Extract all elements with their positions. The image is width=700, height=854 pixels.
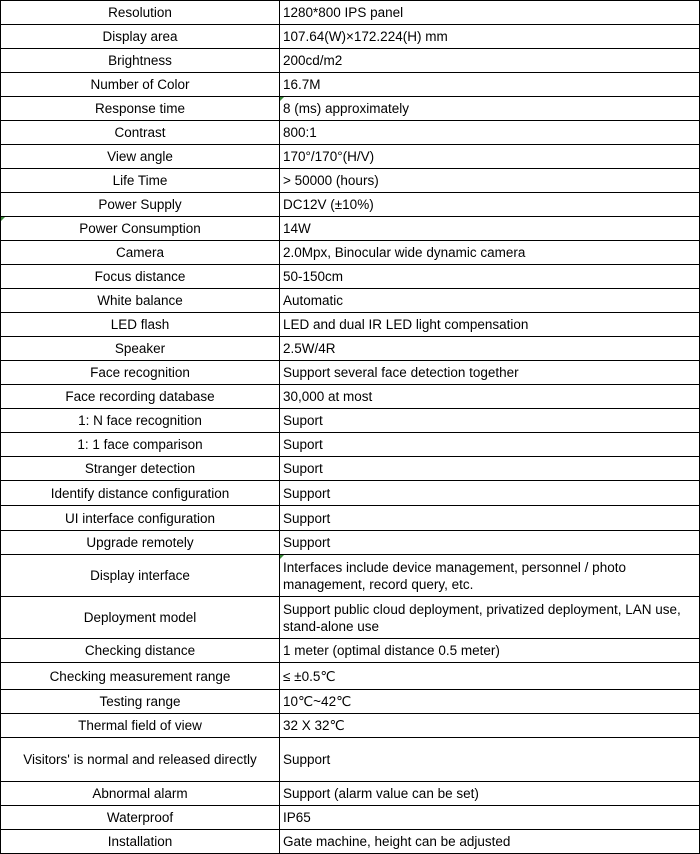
table-row xyxy=(1,830,700,854)
row-label: Life Time xyxy=(1,169,280,193)
table-row xyxy=(1,555,700,597)
row-label: Checking distance xyxy=(1,639,280,663)
row-value: Support xyxy=(280,481,700,506)
table-row xyxy=(1,313,700,337)
row-label: Face recording database xyxy=(1,385,280,409)
table-row xyxy=(1,337,700,361)
row-label: 1: 1 face comparison xyxy=(1,433,280,457)
table-row xyxy=(1,738,700,782)
row-label: UI interface configuration xyxy=(1,506,280,531)
row-value: 200cd/m2 xyxy=(280,49,700,73)
row-value: IP65 xyxy=(280,806,700,830)
row-label: Thermal field of view xyxy=(1,714,280,738)
row-label: Contrast xyxy=(1,121,280,145)
row-value: 16.7M xyxy=(280,73,700,97)
row-value: 32 X 32℃ xyxy=(280,714,700,738)
cell-marker xyxy=(1,217,5,221)
table-row xyxy=(1,409,700,433)
row-value: Automatic xyxy=(280,289,700,313)
row-label: Display interface xyxy=(1,555,280,597)
row-value: 14W xyxy=(280,217,700,241)
row-label-text: Power Consumption xyxy=(79,221,201,236)
row-value: Gate machine, height can be adjusted xyxy=(280,830,700,854)
row-label: 1: N face recognition xyxy=(1,409,280,433)
row-value: 1 meter (optimal distance 0.5 meter) xyxy=(280,639,700,663)
table-row xyxy=(1,385,700,409)
row-value-text: Interfaces include device management, personnel / photo management, record query, etc. xyxy=(283,559,626,592)
table-row xyxy=(1,663,700,690)
row-label: Speaker xyxy=(1,337,280,361)
row-value: Support (alarm value can be set) xyxy=(280,782,700,806)
row-label: Identify distance configuration xyxy=(1,481,280,506)
table-row xyxy=(1,49,700,73)
row-value: > 50000 (hours) xyxy=(280,169,700,193)
row-label: Checking measurement range xyxy=(1,663,280,690)
row-label: Focus distance xyxy=(1,265,280,289)
row-value: 2.5W/4R xyxy=(280,337,700,361)
row-label: Abnormal alarm xyxy=(1,782,280,806)
row-value xyxy=(280,97,700,121)
row-value xyxy=(280,555,700,597)
table-row xyxy=(1,506,700,531)
row-label: White balance xyxy=(1,289,280,313)
table-row xyxy=(1,806,700,830)
row-value: Support public cloud deployment, privatized deployment, LAN use, stand-alone use xyxy=(280,597,700,639)
row-label: Face recognition xyxy=(1,361,280,385)
cell-marker xyxy=(280,555,284,559)
row-label: Stranger detection xyxy=(1,457,280,481)
table-row xyxy=(1,361,700,385)
cell-marker xyxy=(280,97,284,101)
row-value: 800:1 xyxy=(280,121,700,145)
table-row xyxy=(1,193,700,217)
row-label: Testing range xyxy=(1,690,280,714)
row-value: Suport xyxy=(280,457,700,481)
table-row xyxy=(1,217,700,241)
table-row xyxy=(1,531,700,555)
table-row xyxy=(1,481,700,506)
row-label: Upgrade remotely xyxy=(1,531,280,555)
table-row xyxy=(1,597,700,639)
row-label: LED flash xyxy=(1,313,280,337)
row-label: Camera xyxy=(1,241,280,265)
table-row xyxy=(1,289,700,313)
row-value: 1280*800 IPS panel xyxy=(280,1,700,25)
row-label: Resolution xyxy=(1,1,280,25)
spec-table-body xyxy=(1,1,700,854)
row-label: Number of Color xyxy=(1,73,280,97)
row-value: Support xyxy=(280,531,700,555)
table-row xyxy=(1,145,700,169)
table-row xyxy=(1,782,700,806)
row-label: Brightness xyxy=(1,49,280,73)
row-value: Support xyxy=(280,506,700,531)
row-value: LED and dual IR LED light compensation xyxy=(280,313,700,337)
row-label: Display area xyxy=(1,25,280,49)
table-row xyxy=(1,690,700,714)
row-value: ≤ ±0.5℃ xyxy=(280,663,700,690)
row-value: 2.0Mpx, Binocular wide dynamic camera xyxy=(280,241,700,265)
row-label: Installation xyxy=(1,830,280,854)
row-value-text: 8 (ms) approximately xyxy=(283,101,410,116)
row-label xyxy=(1,217,280,241)
row-value: 10℃~42℃ xyxy=(280,690,700,714)
row-label: Waterproof xyxy=(1,806,280,830)
table-row xyxy=(1,97,700,121)
row-value: 170°/170°(H/V) xyxy=(280,145,700,169)
table-row xyxy=(1,265,700,289)
row-label: Deployment model xyxy=(1,597,280,639)
table-row xyxy=(1,457,700,481)
row-label: Visitors' is normal and released directly xyxy=(1,738,280,782)
row-value: 107.64(W)×172.224(H) mm xyxy=(280,25,700,49)
table-row xyxy=(1,639,700,663)
table-row xyxy=(1,169,700,193)
table-row xyxy=(1,714,700,738)
table-row xyxy=(1,121,700,145)
row-label: View angle xyxy=(1,145,280,169)
table-row xyxy=(1,25,700,49)
row-value: Support xyxy=(280,738,700,782)
table-row xyxy=(1,1,700,25)
table-row xyxy=(1,73,700,97)
row-value: Support several face detection together xyxy=(280,361,700,385)
row-value: Suport xyxy=(280,433,700,457)
row-label: Power Supply xyxy=(1,193,280,217)
table-row xyxy=(1,433,700,457)
row-value: 50-150cm xyxy=(280,265,700,289)
row-label: Response time xyxy=(1,97,280,121)
row-value: DC12V (±10%) xyxy=(280,193,700,217)
table-row xyxy=(1,241,700,265)
row-value: Suport xyxy=(280,409,700,433)
row-value: 30,000 at most xyxy=(280,385,700,409)
